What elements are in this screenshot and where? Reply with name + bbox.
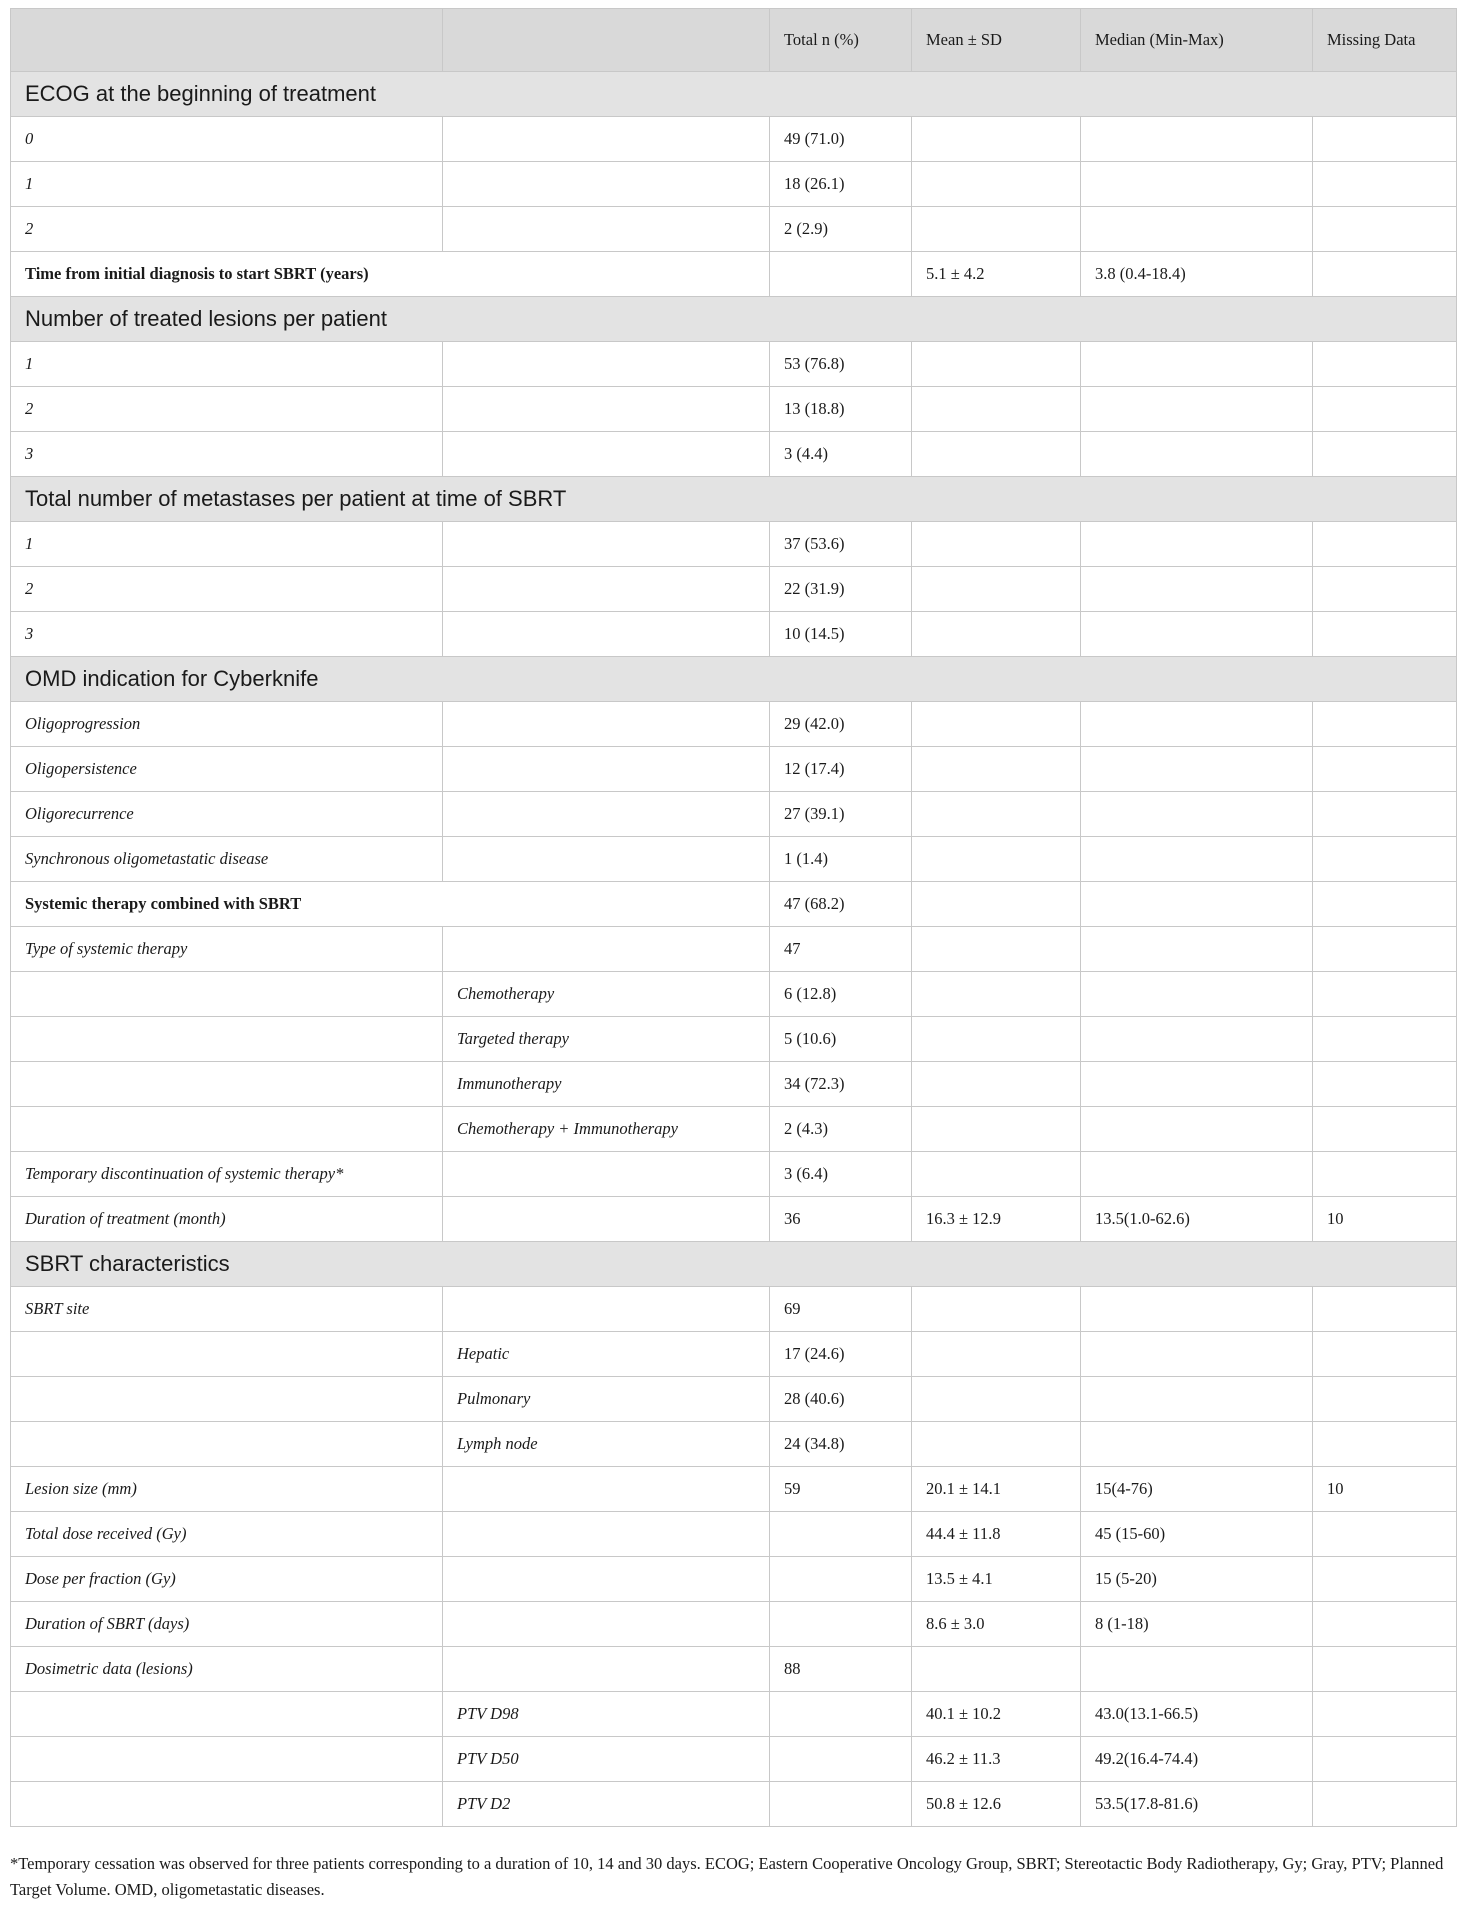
- row-label: Type of systemic therapy: [11, 927, 443, 972]
- cell-total: 27 (39.1): [770, 792, 912, 837]
- row-label: 2: [11, 387, 443, 432]
- cell-median-range: [1081, 432, 1313, 477]
- cell-missing-data: [1313, 342, 1457, 387]
- row-label: Duration of treatment (month): [11, 1197, 443, 1242]
- table-row: [11, 612, 1457, 657]
- cell-mean-sd: [912, 1377, 1081, 1422]
- cell-total: 49 (71.0): [770, 117, 912, 162]
- section-title: SBRT characteristics: [11, 1242, 1457, 1287]
- cell-missing-data: [1313, 1737, 1457, 1782]
- row-sublabel: PTV D2: [443, 1782, 770, 1827]
- table-row: [11, 747, 1457, 792]
- cell-total: [770, 1692, 912, 1737]
- table-container: [10, 8, 1456, 1827]
- cell-median-range: [1081, 1377, 1313, 1422]
- cell-missing-data: [1313, 702, 1457, 747]
- cell-median-range: [1081, 567, 1313, 612]
- row-label: Oligopersistence: [11, 747, 443, 792]
- cell-total: 18 (26.1): [770, 162, 912, 207]
- cell-missing-data: [1313, 1017, 1457, 1062]
- cell-mean-sd: [912, 1107, 1081, 1152]
- row-label: Oligoprogression: [11, 702, 443, 747]
- cell-mean-sd: 50.8 ± 12.6: [912, 1782, 1081, 1827]
- cell-total: 6 (12.8): [770, 972, 912, 1017]
- section-title: OMD indication for Cyberknife: [11, 657, 1457, 702]
- table-row: [11, 882, 1457, 927]
- table-row: [11, 1782, 1457, 1827]
- row-label: 1: [11, 342, 443, 387]
- table-row: [11, 792, 1457, 837]
- cell-median-range: 53.5(17.8-81.6): [1081, 1782, 1313, 1827]
- cell-median-range: 15 (5-20): [1081, 1557, 1313, 1602]
- cell-missing-data: [1313, 837, 1457, 882]
- cell-missing-data: [1313, 1692, 1457, 1737]
- cell-total: [770, 1557, 912, 1602]
- cell-mean-sd: 46.2 ± 11.3: [912, 1737, 1081, 1782]
- section-header-row: [11, 657, 1457, 702]
- row-sublabel: [443, 342, 770, 387]
- section-header-row: [11, 297, 1457, 342]
- cell-mean-sd: 5.1 ± 4.2: [912, 252, 1081, 297]
- row-sublabel: [443, 387, 770, 432]
- cell-median-range: [1081, 882, 1313, 927]
- cell-mean-sd: [912, 792, 1081, 837]
- cell-mean-sd: [912, 1332, 1081, 1377]
- header-row: [11, 9, 1457, 72]
- cell-total: 22 (31.9): [770, 567, 912, 612]
- row-sublabel: [443, 567, 770, 612]
- row-label: Lesion size (mm): [11, 1467, 443, 1512]
- row-label: [11, 1782, 443, 1827]
- cell-median-range: 8 (1-18): [1081, 1602, 1313, 1647]
- row-label: Oligorecurrence: [11, 792, 443, 837]
- row-label: Time from initial diagnosis to start SBRT (years): [11, 252, 770, 297]
- row-label: Total dose received (Gy): [11, 1512, 443, 1557]
- cell-mean-sd: [912, 1647, 1081, 1692]
- cell-missing-data: [1313, 432, 1457, 477]
- cell-mean-sd: [912, 1152, 1081, 1197]
- row-sublabel: Chemotherapy + Immunotherapy: [443, 1107, 770, 1152]
- row-sublabel: [443, 162, 770, 207]
- row-sublabel: [443, 432, 770, 477]
- cell-mean-sd: [912, 567, 1081, 612]
- cell-mean-sd: [912, 612, 1081, 657]
- cell-mean-sd: [912, 882, 1081, 927]
- cell-total: 2 (4.3): [770, 1107, 912, 1152]
- row-sublabel: [443, 702, 770, 747]
- cell-mean-sd: [912, 117, 1081, 162]
- table-row: [11, 1737, 1457, 1782]
- cell-missing-data: [1313, 252, 1457, 297]
- cell-mean-sd: [912, 1287, 1081, 1332]
- row-label: [11, 1737, 443, 1782]
- row-sublabel: [443, 612, 770, 657]
- cell-median-range: [1081, 342, 1313, 387]
- cell-missing-data: [1313, 792, 1457, 837]
- table-row: [11, 387, 1457, 432]
- cell-total: 37 (53.6): [770, 522, 912, 567]
- table-row: [11, 1467, 1457, 1512]
- row-label: 3: [11, 432, 443, 477]
- cell-missing-data: [1313, 387, 1457, 432]
- cell-missing-data: [1313, 1107, 1457, 1152]
- cell-missing-data: [1313, 522, 1457, 567]
- cell-mean-sd: 20.1 ± 14.1: [912, 1467, 1081, 1512]
- cell-mean-sd: 44.4 ± 11.8: [912, 1512, 1081, 1557]
- row-sublabel: [443, 117, 770, 162]
- cell-missing-data: [1313, 1152, 1457, 1197]
- table-row: [11, 522, 1457, 567]
- table-row: [11, 567, 1457, 612]
- table-row: [11, 162, 1457, 207]
- cell-total: 28 (40.6): [770, 1377, 912, 1422]
- table-row: [11, 1422, 1457, 1467]
- cell-mean-sd: 13.5 ± 4.1: [912, 1557, 1081, 1602]
- cell-total: 10 (14.5): [770, 612, 912, 657]
- cell-median-range: 15(4-76): [1081, 1467, 1313, 1512]
- cell-missing-data: 10: [1313, 1467, 1457, 1512]
- row-label: [11, 1107, 443, 1152]
- cell-median-range: [1081, 522, 1313, 567]
- cell-missing-data: [1313, 1062, 1457, 1107]
- data-table: [10, 8, 1457, 1827]
- cell-total: [770, 1782, 912, 1827]
- row-label: [11, 1422, 443, 1467]
- row-sublabel: PTV D98: [443, 1692, 770, 1737]
- table-body: [11, 72, 1457, 1827]
- cell-total: 24 (34.8): [770, 1422, 912, 1467]
- row-label: [11, 1332, 443, 1377]
- row-label: 3: [11, 612, 443, 657]
- table-row: [11, 972, 1457, 1017]
- cell-median-range: 43.0(13.1-66.5): [1081, 1692, 1313, 1737]
- cell-missing-data: 10: [1313, 1197, 1457, 1242]
- cell-mean-sd: [912, 342, 1081, 387]
- row-label: Dose per fraction (Gy): [11, 1557, 443, 1602]
- row-sublabel: Immunotherapy: [443, 1062, 770, 1107]
- cell-total: 36: [770, 1197, 912, 1242]
- cell-mean-sd: [912, 387, 1081, 432]
- cell-total: [770, 1737, 912, 1782]
- cell-total: 12 (17.4): [770, 747, 912, 792]
- cell-total: 17 (24.6): [770, 1332, 912, 1377]
- cell-median-range: [1081, 117, 1313, 162]
- cell-missing-data: [1313, 1782, 1457, 1827]
- cell-total: 53 (76.8): [770, 342, 912, 387]
- cell-median-range: [1081, 837, 1313, 882]
- section-header-row: [11, 477, 1457, 522]
- cell-missing-data: [1313, 1557, 1457, 1602]
- cell-mean-sd: 8.6 ± 3.0: [912, 1602, 1081, 1647]
- cell-mean-sd: [912, 927, 1081, 972]
- cell-missing-data: [1313, 612, 1457, 657]
- table-row: [11, 1692, 1457, 1737]
- cell-total: [770, 1512, 912, 1557]
- cell-median-range: [1081, 792, 1313, 837]
- row-sublabel: [443, 1512, 770, 1557]
- header-col-label: [11, 9, 443, 72]
- cell-median-range: [1081, 612, 1313, 657]
- row-label: 1: [11, 162, 443, 207]
- cell-total: 47: [770, 927, 912, 972]
- row-sublabel: [443, 1647, 770, 1692]
- row-sublabel: [443, 522, 770, 567]
- table-row: [11, 252, 1457, 297]
- cell-median-range: 49.2(16.4-74.4): [1081, 1737, 1313, 1782]
- section-header-row: [11, 1242, 1457, 1287]
- cell-total: 13 (18.8): [770, 387, 912, 432]
- row-label: Dosimetric data (lesions): [11, 1647, 443, 1692]
- row-sublabel: [443, 207, 770, 252]
- table-row: [11, 1377, 1457, 1422]
- cell-missing-data: [1313, 1422, 1457, 1467]
- table-row: [11, 1197, 1457, 1242]
- row-sublabel: Chemotherapy: [443, 972, 770, 1017]
- cell-missing-data: [1313, 117, 1457, 162]
- cell-missing-data: [1313, 567, 1457, 612]
- cell-median-range: 45 (15-60): [1081, 1512, 1313, 1557]
- row-label: Systemic therapy combined with SBRT: [11, 882, 770, 927]
- cell-median-range: [1081, 1107, 1313, 1152]
- cell-median-range: [1081, 1332, 1313, 1377]
- cell-total: 69: [770, 1287, 912, 1332]
- cell-mean-sd: [912, 972, 1081, 1017]
- row-label: 2: [11, 567, 443, 612]
- row-label: Duration of SBRT (days): [11, 1602, 443, 1647]
- table-row: [11, 1332, 1457, 1377]
- cell-mean-sd: [912, 1017, 1081, 1062]
- row-label: 2: [11, 207, 443, 252]
- table-row: [11, 1287, 1457, 1332]
- header-mean-sd: Mean ± SD: [912, 9, 1081, 72]
- cell-total: 59: [770, 1467, 912, 1512]
- section-title: Total number of metastases per patient at time of SBRT: [11, 477, 1457, 522]
- cell-total: 47 (68.2): [770, 882, 912, 927]
- cell-mean-sd: [912, 837, 1081, 882]
- cell-mean-sd: [912, 747, 1081, 792]
- cell-median-range: [1081, 387, 1313, 432]
- cell-missing-data: [1313, 1647, 1457, 1692]
- header-col-sublabel: [443, 9, 770, 72]
- table-row: [11, 117, 1457, 162]
- table-row: [11, 1512, 1457, 1557]
- header-total: Total n (%): [770, 9, 912, 72]
- cell-missing-data: [1313, 1377, 1457, 1422]
- cell-missing-data: [1313, 207, 1457, 252]
- cell-missing-data: [1313, 972, 1457, 1017]
- section-header-row: [11, 72, 1457, 117]
- row-sublabel: Lymph node: [443, 1422, 770, 1467]
- row-sublabel: [443, 1197, 770, 1242]
- cell-median-range: 13.5(1.0-62.6): [1081, 1197, 1313, 1242]
- table-row: [11, 432, 1457, 477]
- row-label: [11, 1692, 443, 1737]
- cell-mean-sd: [912, 1422, 1081, 1467]
- cell-missing-data: [1313, 882, 1457, 927]
- cell-total: 88: [770, 1647, 912, 1692]
- table-row: [11, 1017, 1457, 1062]
- row-sublabel: [443, 747, 770, 792]
- row-label: [11, 1377, 443, 1422]
- cell-median-range: [1081, 927, 1313, 972]
- cell-total: 29 (42.0): [770, 702, 912, 747]
- row-label: [11, 1062, 443, 1107]
- row-sublabel: [443, 792, 770, 837]
- cell-median-range: [1081, 1062, 1313, 1107]
- cell-total: 3 (6.4): [770, 1152, 912, 1197]
- table-row: [11, 927, 1457, 972]
- cell-mean-sd: [912, 1062, 1081, 1107]
- table-row: [11, 1602, 1457, 1647]
- cell-median-range: [1081, 1287, 1313, 1332]
- cell-median-range: [1081, 1422, 1313, 1467]
- cell-median-range: [1081, 1647, 1313, 1692]
- row-label: 0: [11, 117, 443, 162]
- table-footnote: *Temporary cessation was observed for three patients corresponding to a duration of 10, 14 and 30 days. ECOG; Eastern Cooperative Oncology Group, SBRT; Stereotactic Body Radiotherapy, Gy; Gray, PTV; Planned Target Volume. OMD, oligometastatic diseases.: [10, 1854, 1444, 1899]
- header-median-range: Median (Min-Max): [1081, 9, 1313, 72]
- table-row: [11, 1152, 1457, 1197]
- cell-total: [770, 252, 912, 297]
- row-sublabel: [443, 927, 770, 972]
- cell-missing-data: [1313, 1287, 1457, 1332]
- row-sublabel: [443, 1557, 770, 1602]
- table-row: [11, 837, 1457, 882]
- cell-median-range: [1081, 972, 1313, 1017]
- cell-mean-sd: 16.3 ± 12.9: [912, 1197, 1081, 1242]
- header-missing-data: Missing Data: [1313, 9, 1457, 72]
- cell-mean-sd: [912, 702, 1081, 747]
- row-label: 1: [11, 522, 443, 567]
- cell-median-range: [1081, 747, 1313, 792]
- row-sublabel: [443, 837, 770, 882]
- cell-mean-sd: [912, 432, 1081, 477]
- cell-missing-data: [1313, 1512, 1457, 1557]
- cell-total: 3 (4.4): [770, 432, 912, 477]
- cell-mean-sd: [912, 162, 1081, 207]
- row-label: [11, 972, 443, 1017]
- row-sublabel: [443, 1467, 770, 1512]
- cell-median-range: [1081, 1017, 1313, 1062]
- cell-total: 1 (1.4): [770, 837, 912, 882]
- cell-median-range: [1081, 702, 1313, 747]
- cell-missing-data: [1313, 1602, 1457, 1647]
- row-label: [11, 1017, 443, 1062]
- cell-mean-sd: [912, 522, 1081, 567]
- cell-missing-data: [1313, 162, 1457, 207]
- row-sublabel: Hepatic: [443, 1332, 770, 1377]
- section-title: ECOG at the beginning of treatment: [11, 72, 1457, 117]
- cell-missing-data: [1313, 1332, 1457, 1377]
- row-sublabel: PTV D50: [443, 1737, 770, 1782]
- cell-missing-data: [1313, 927, 1457, 972]
- cell-total: 2 (2.9): [770, 207, 912, 252]
- cell-mean-sd: [912, 207, 1081, 252]
- cell-median-range: [1081, 1152, 1313, 1197]
- cell-total: [770, 1602, 912, 1647]
- row-sublabel: [443, 1287, 770, 1332]
- table-row: [11, 1557, 1457, 1602]
- table-row: [11, 1647, 1457, 1692]
- cell-median-range: [1081, 207, 1313, 252]
- row-label: SBRT site: [11, 1287, 443, 1332]
- cell-mean-sd: 40.1 ± 10.2: [912, 1692, 1081, 1737]
- row-label: Temporary discontinuation of systemic therapy*: [11, 1152, 443, 1197]
- section-title: Number of treated lesions per patient: [11, 297, 1457, 342]
- row-sublabel: [443, 1602, 770, 1647]
- row-sublabel: Pulmonary: [443, 1377, 770, 1422]
- row-label: Synchronous oligometastatic disease: [11, 837, 443, 882]
- table-row: [11, 1062, 1457, 1107]
- row-sublabel: Targeted therapy: [443, 1017, 770, 1062]
- table-row: [11, 1107, 1457, 1152]
- table-row: [11, 702, 1457, 747]
- table-row: [11, 342, 1457, 387]
- row-sublabel: [443, 1152, 770, 1197]
- cell-median-range: [1081, 162, 1313, 207]
- cell-total: 5 (10.6): [770, 1017, 912, 1062]
- cell-total: 34 (72.3): [770, 1062, 912, 1107]
- cell-missing-data: [1313, 747, 1457, 792]
- table-row: [11, 207, 1457, 252]
- cell-median-range: 3.8 (0.4-18.4): [1081, 252, 1313, 297]
